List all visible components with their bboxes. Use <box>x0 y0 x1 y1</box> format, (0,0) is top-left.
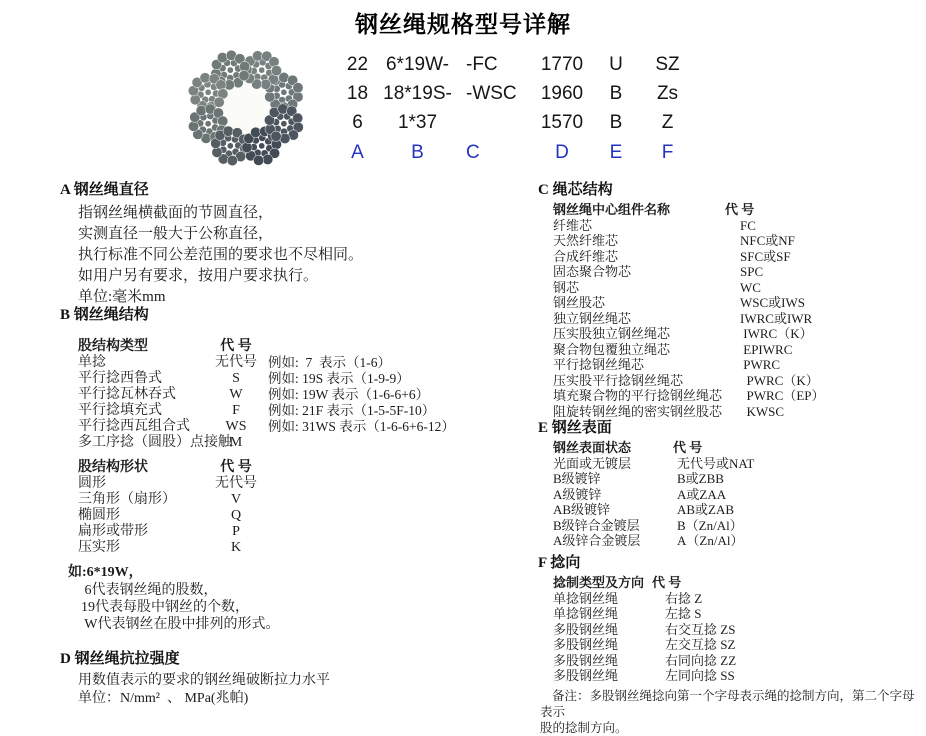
column-header-shape: 股结构形状 <box>78 460 148 475</box>
code-example-row <box>340 79 695 108</box>
column-letter: F <box>661 141 674 163</box>
section-d-heading: D 钢丝绳抗拉强度 <box>60 651 180 667</box>
strand-type-example: 例如: 19W 表示（1-6-6+6） <box>268 387 430 402</box>
section-rope-construction <box>60 306 455 633</box>
core-name: 聚合物包覆独立绳芯 <box>553 341 671 357</box>
strand-type-code: F <box>232 403 240 418</box>
text-line: 单位：N/mm² 、 MPa(兆帕) <box>78 690 249 706</box>
page-title: 钢丝绳规格型号详解 <box>355 11 571 37</box>
core-structure-row <box>553 233 825 249</box>
surface-code: A或ZAA <box>677 486 727 502</box>
core-name: 压实股独立钢丝绳芯 <box>553 326 671 341</box>
construction-example-heading: 如:6*19W， <box>68 565 143 580</box>
wire-surface-table <box>553 440 754 549</box>
core-name: 阻旋转钢丝绳的密实钢丝股芯 <box>553 403 723 419</box>
code-diameter: 22 <box>346 53 369 75</box>
strand-type-header <box>78 339 455 355</box>
surface-code: B（Zn/Al） <box>677 517 743 533</box>
core-structure-row <box>553 280 825 296</box>
strand-type-row <box>78 403 455 419</box>
lay-rope-type: 多股钢丝绳 <box>553 652 619 668</box>
strand-type-row <box>78 371 455 387</box>
wire-surface-row <box>553 487 754 503</box>
lay-direction-header <box>553 575 926 591</box>
strand-type-name: 平行捻瓦林吞式 <box>78 387 176 402</box>
strand-type-code: S <box>232 371 240 386</box>
code-lay: Z <box>661 111 674 133</box>
surface-name: AB级镀锌 <box>553 502 611 517</box>
text-line: 用数值表示的要求的钢丝绳破断拉力水平 <box>78 673 330 688</box>
strand-type-code: 无代号 <box>215 355 257 370</box>
core-code: WC <box>740 279 761 295</box>
strand-type-name: 单捻 <box>78 355 106 370</box>
core-code: PWRC（K） <box>740 372 819 388</box>
section-wire-surface <box>538 419 754 549</box>
code-strength: 1770 <box>540 53 584 75</box>
column-letter: C <box>466 141 480 163</box>
column-header-code: 代 号 <box>673 440 703 455</box>
section-rope-diameter <box>60 181 363 308</box>
surface-name: B级镀锌 <box>553 471 601 486</box>
strand-shape-code: P <box>232 524 240 539</box>
strand-type-row <box>78 435 455 451</box>
code-lay: SZ <box>655 53 680 75</box>
note-line: 备注：多股钢丝绳捻向第一个字母表示绳的捻制方向，第二个字母表示 <box>540 688 915 719</box>
strand-shape-code: V <box>230 492 242 507</box>
strand-type-code: W <box>229 387 243 402</box>
code-surface: U <box>609 53 623 75</box>
strand-shape-name: 三角形（扇形） <box>78 492 176 507</box>
text-line: 6代表钢丝绳的股数， <box>81 583 218 598</box>
surface-name: 光面或无镀层 <box>553 455 632 471</box>
strand-type-name: 多工序捻（圆股）点接触 <box>78 435 232 450</box>
core-code: IWRC或IWR <box>740 310 813 326</box>
column-header-code: 代 号 <box>725 202 755 217</box>
strand-shape-code: K <box>230 540 242 555</box>
core-code: EPIWRC <box>740 341 793 357</box>
code-strength: 1960 <box>540 82 584 104</box>
surface-name: A级锌合金镀层 <box>553 533 641 548</box>
strand-shape-row <box>78 492 455 508</box>
wire-surface-row <box>553 471 754 487</box>
section-b-heading: B 钢丝绳结构 <box>60 307 149 323</box>
strand-shape-row <box>78 524 455 540</box>
code-construction: 18*19S- <box>383 82 452 104</box>
column-header-code: 代 号 <box>220 460 252 475</box>
column-header-lay-type: 捻制类型及方向 <box>553 575 645 590</box>
code-strength: 1570 <box>540 111 584 133</box>
code-example-rows <box>340 50 695 137</box>
wire-surface-row <box>553 518 754 534</box>
strand-type-name: 平行捻填充式 <box>78 403 162 418</box>
wire-surface-header <box>553 440 754 456</box>
core-code: WSC或IWS <box>740 295 806 310</box>
strand-type-name: 平行捻西瓦组合式 <box>78 419 190 434</box>
strand-shape-name: 圆形 <box>78 476 106 491</box>
core-code: FC <box>740 217 756 233</box>
code-example-table <box>340 50 695 168</box>
surface-name: A级镀锌 <box>553 486 602 502</box>
core-structure-row <box>553 264 825 280</box>
code-example-row <box>340 108 695 137</box>
lay-code: 右同向捻 ZZ <box>665 652 737 668</box>
lay-direction-row <box>553 653 926 669</box>
core-structure-row <box>553 326 825 342</box>
core-name: 钢芯 <box>553 279 580 295</box>
section-a-heading: A 钢丝绳直径 <box>60 182 149 198</box>
strand-shape-table <box>78 460 455 556</box>
core-structure-header <box>553 202 825 218</box>
lay-direction-row <box>553 606 926 622</box>
core-structure-row <box>553 373 825 389</box>
surface-code: 无代号或NAT <box>677 455 755 471</box>
lay-code: 左交互捻 SZ <box>665 637 736 652</box>
surface-name: B级锌合金镀层 <box>553 517 640 533</box>
wire-surface-row <box>553 456 754 472</box>
text-line: W代表钢丝在股中排列的形式。 <box>81 617 280 632</box>
core-structure-row <box>553 357 825 373</box>
note-line: 股的捻制方向。 <box>540 720 628 735</box>
core-code: PWRC（EP） <box>740 388 825 403</box>
lay-code: 右交互捻 ZS <box>665 621 736 637</box>
core-structure-row <box>553 249 825 265</box>
lay-rope-type: 多股钢丝绳 <box>553 621 619 637</box>
core-code: KWSC <box>740 403 785 419</box>
column-header-code: 代 号 <box>220 339 252 354</box>
lay-rope-type: 单捻钢丝绳 <box>553 590 619 606</box>
column-header-surface: 钢丝表面状态 <box>553 440 632 455</box>
column-letter: A <box>351 141 364 163</box>
core-name: 独立钢丝绳芯 <box>553 310 632 326</box>
strand-type-code: WS <box>225 419 247 434</box>
core-structure-table <box>553 202 825 419</box>
code-lay: Zs <box>656 82 679 104</box>
section-core-structure <box>538 181 825 419</box>
strand-type-code: M <box>229 435 243 450</box>
lay-direction-row <box>553 622 926 638</box>
strand-type-row <box>78 387 455 403</box>
text-line: 单位:毫米mm <box>78 289 166 305</box>
section-d-body <box>78 672 330 707</box>
lay-direction-row <box>553 668 926 684</box>
text-line: 执行标准不同公差范围的要求也不尽相同。 <box>78 247 364 263</box>
core-name: 钢丝股芯 <box>553 295 606 310</box>
strand-type-name: 平行捻西鲁式 <box>78 371 162 386</box>
section-c-heading: C 绳芯结构 <box>538 182 613 198</box>
lay-direction-note <box>540 688 926 736</box>
code-construction: 1*37 <box>397 111 438 133</box>
section-a-body <box>78 203 363 308</box>
strand-type-example: 例如: 21F 表示（1-5-5F-10） <box>268 403 436 418</box>
section-tensile-strength <box>60 650 330 707</box>
code-surface: B <box>609 82 623 104</box>
lay-rope-type: 多股钢丝绳 <box>553 668 619 683</box>
text-line: 实测直径一般大于公称直径， <box>78 226 274 242</box>
lay-code: 左捻 S <box>665 606 702 621</box>
lay-direction-row <box>553 637 926 653</box>
construction-example-block <box>68 564 455 633</box>
lay-code: 左同向捻 SS <box>665 668 735 683</box>
strand-shape-name: 压实形 <box>78 540 120 555</box>
wire-rope-cross-section-image <box>166 46 326 175</box>
code-core: -FC <box>466 53 498 75</box>
core-name: 纤维芯 <box>553 217 593 233</box>
core-code: NFC或NF <box>740 233 795 248</box>
core-name: 合成纤维芯 <box>553 248 619 264</box>
section-lay-direction <box>538 554 926 736</box>
strand-shape-header <box>78 460 455 476</box>
code-diameter: 18 <box>346 82 369 104</box>
strand-shape-name: 扁形或带形 <box>78 524 148 539</box>
section-e-heading: E 钢丝表面 <box>538 420 612 436</box>
core-structure-row <box>553 388 825 404</box>
column-header-code: 代 号 <box>652 575 682 590</box>
text-line: 19代表每股中钢丝的个数， <box>81 600 249 615</box>
strand-shape-row <box>78 476 455 492</box>
surface-code: B或ZBB <box>677 471 724 486</box>
strand-type-row <box>78 355 455 371</box>
core-name: 填充聚合物的平行捻钢丝绳芯 <box>553 388 723 403</box>
core-name: 平行捻钢丝绳芯 <box>553 357 645 372</box>
wire-surface-row <box>553 533 754 549</box>
lay-rope-type: 单捻钢丝绳 <box>553 606 619 621</box>
strand-type-table <box>78 339 455 451</box>
core-structure-row <box>553 404 825 420</box>
code-construction: 6*19W- <box>385 53 449 75</box>
surface-code: A（Zn/Al） <box>677 533 744 548</box>
wire-surface-row <box>553 502 754 518</box>
code-example-row <box>340 50 695 79</box>
column-header-type: 股结构类型 <box>78 339 148 354</box>
core-name: 压实股平行捻钢丝绳芯 <box>553 372 684 388</box>
lay-direction-row <box>553 591 926 607</box>
core-structure-row <box>553 342 825 358</box>
strand-shape-row <box>78 508 455 524</box>
code-core: -WSC <box>466 82 517 104</box>
column-header-component: 钢丝绳中心组件名称 <box>553 202 671 217</box>
code-diameter: 6 <box>352 111 363 133</box>
strand-shape-name: 椭圆形 <box>78 508 120 523</box>
strand-type-example: 例如: 31WS 表示（1-6-6+6-12） <box>268 419 455 434</box>
core-structure-row <box>553 311 825 327</box>
core-code: SFC或SF <box>740 248 791 264</box>
text-line: 如用户另有要求，按用户要求执行。 <box>78 268 319 284</box>
strand-shape-code: Q <box>230 508 242 523</box>
lay-rope-type: 多股钢丝绳 <box>553 637 619 652</box>
core-structure-row <box>553 295 825 311</box>
core-structure-row <box>553 218 825 234</box>
strand-shape-row <box>78 540 455 556</box>
column-letter: E <box>609 141 623 163</box>
strand-type-row <box>78 419 455 435</box>
wire-rope-svg <box>166 46 326 170</box>
core-name: 固态聚合物芯 <box>553 264 632 279</box>
column-letter: D <box>555 141 569 163</box>
strand-type-example: 例如: 7 表示（1-6） <box>268 355 391 370</box>
core-name: 天然纤维芯 <box>553 233 619 248</box>
surface-code: AB或ZAB <box>677 502 735 517</box>
lay-direction-table <box>553 575 926 684</box>
section-f-heading: F 捻向 <box>538 555 581 571</box>
strand-type-example: 例如: 19S 表示（1-9-9） <box>268 371 410 386</box>
core-code: PWRC <box>740 357 781 372</box>
strand-type-example <box>262 435 268 451</box>
strand-shape-code: 无代号 <box>215 476 257 491</box>
column-letter-row <box>340 137 695 168</box>
core-code: IWRC（K） <box>740 326 813 341</box>
column-letter: B <box>411 141 424 163</box>
lay-code: 右捻 Z <box>665 590 703 606</box>
text-line: 指钢丝绳横截面的节圆直径， <box>78 205 274 221</box>
code-surface: B <box>609 111 623 133</box>
core-code: SPC <box>740 264 764 279</box>
